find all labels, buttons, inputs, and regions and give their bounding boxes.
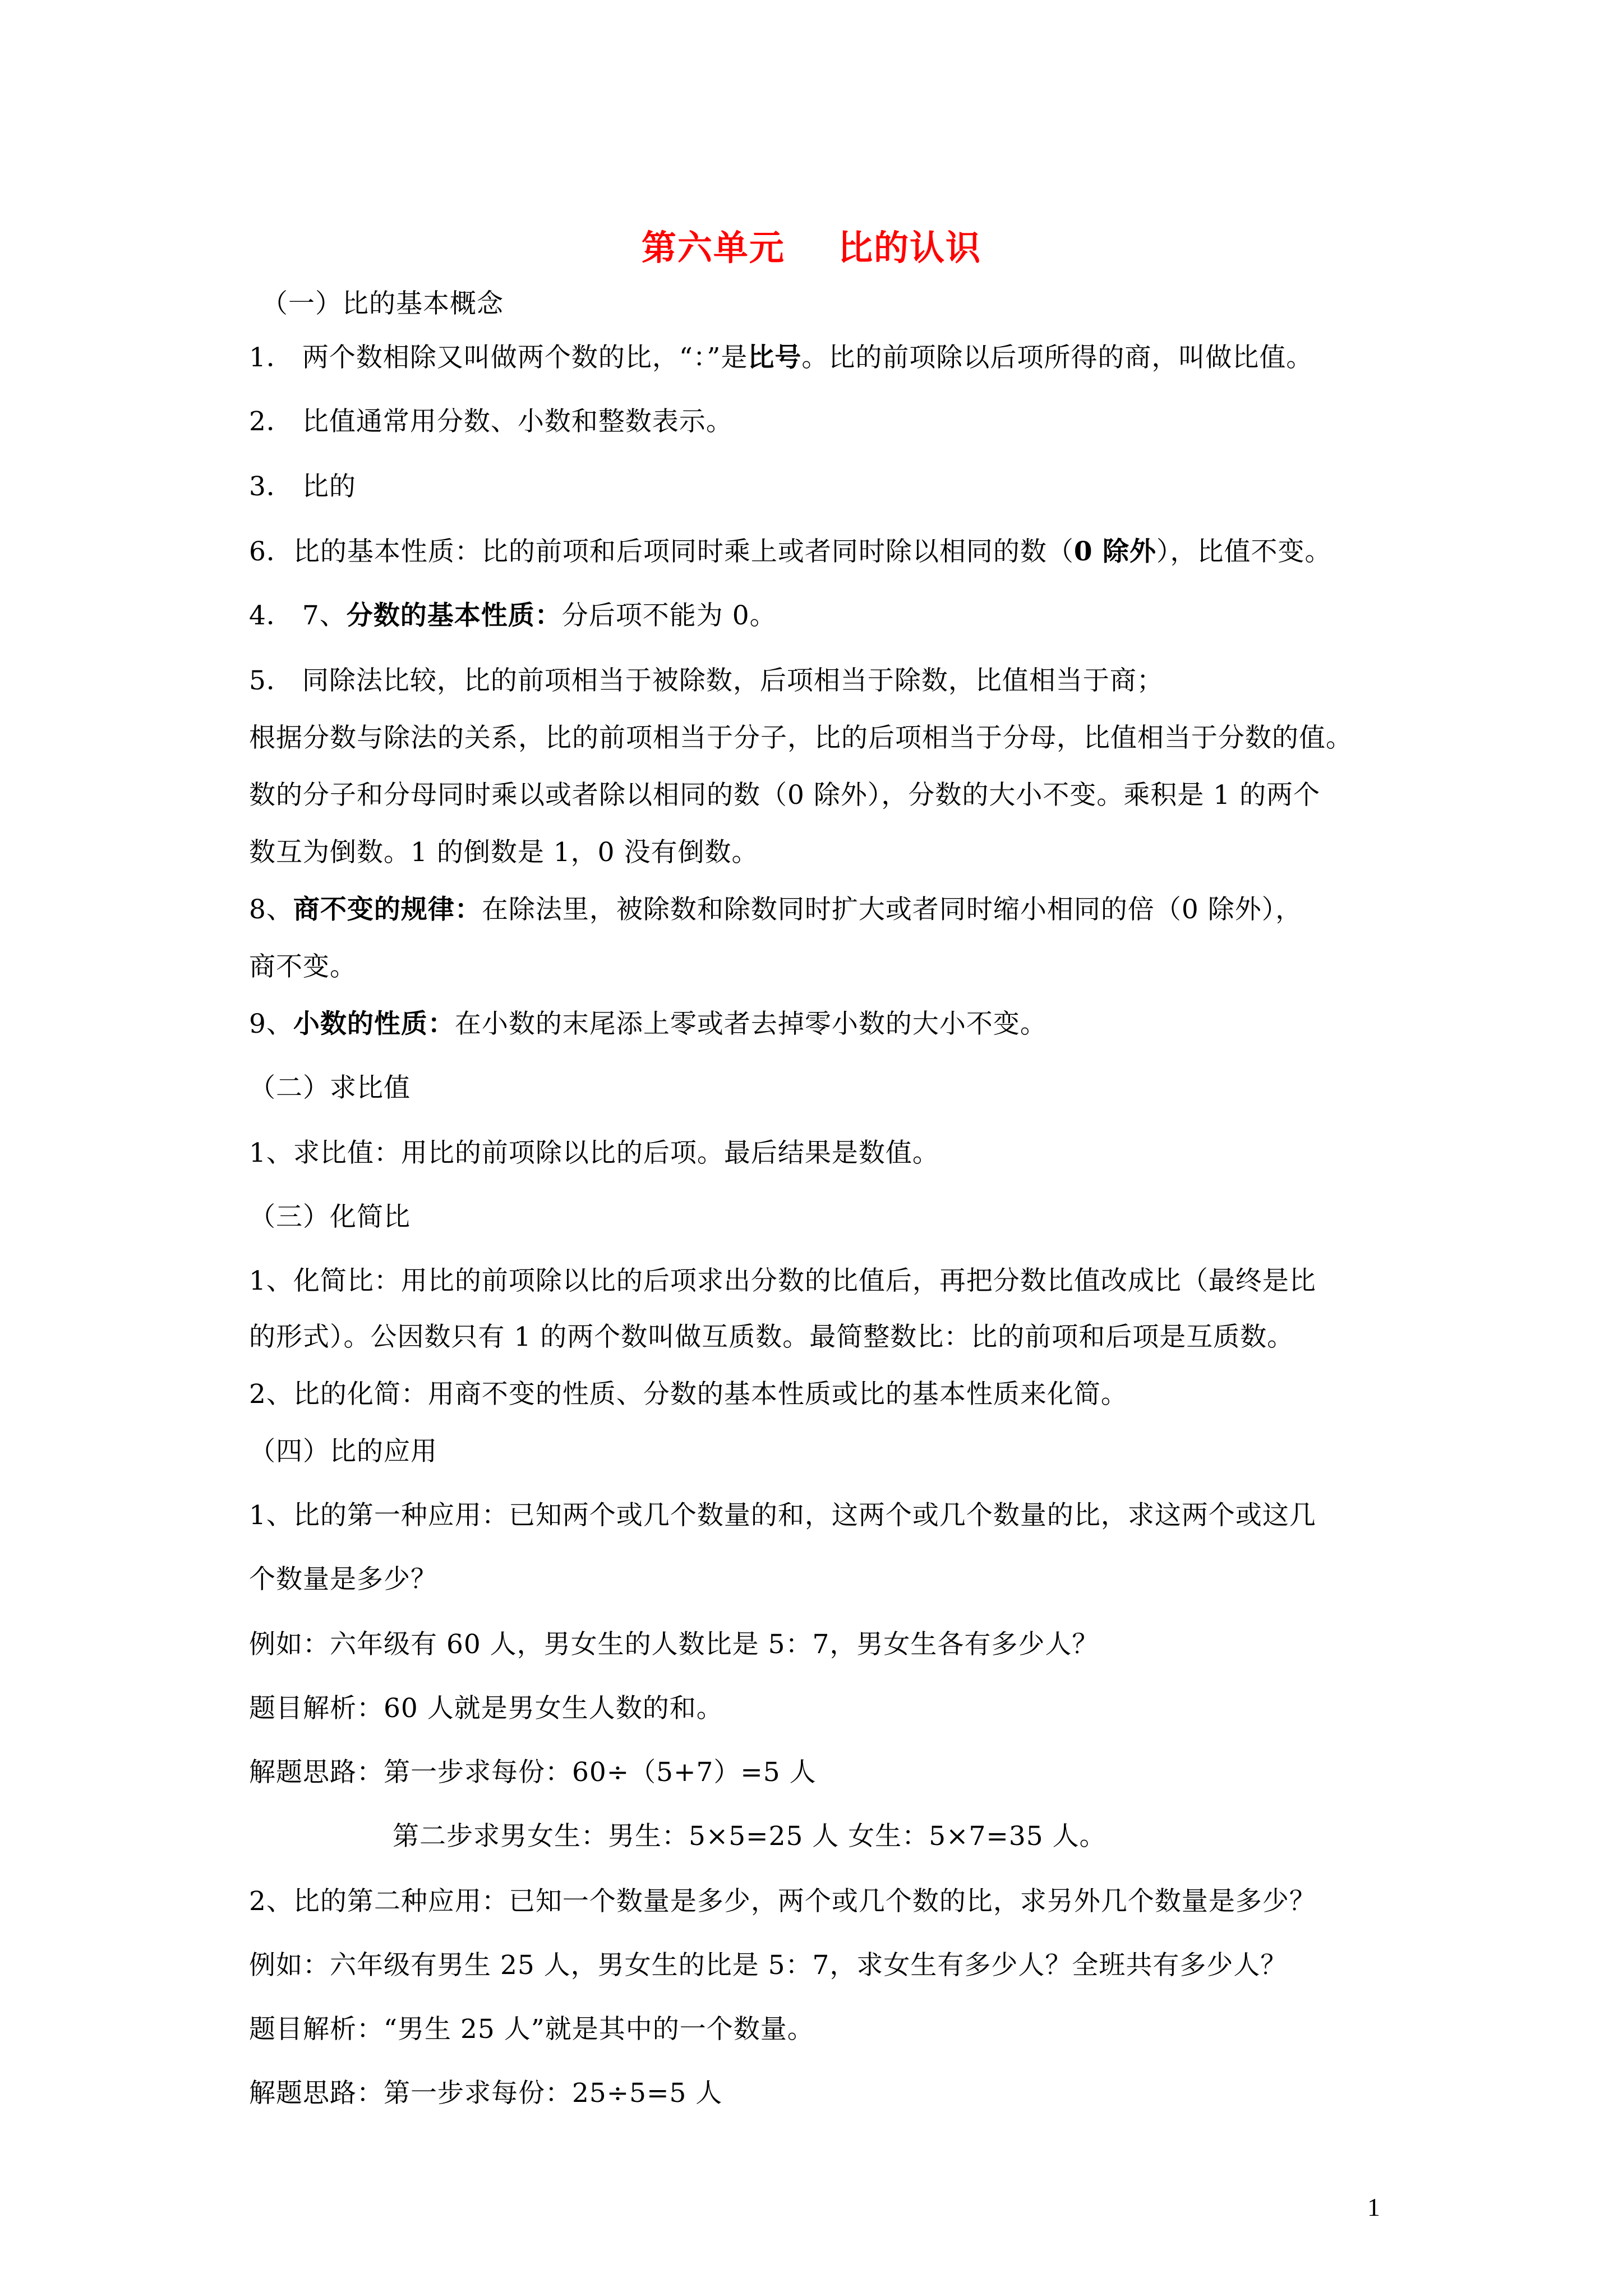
application-1-example: 例如：六年级有 60 人，男女生的人数比是 5：7，男女生各有多少人？ (249, 1629, 1099, 1660)
application-1-analysis: 题目解析：60 人就是男女生人数的和。 (249, 1693, 723, 1724)
ratio-value-item-1: 1、求比值：用比的前项除以比的后项。最后结果是数值。 (249, 1138, 939, 1168)
simplify-item-2: 2、比的化简：用商不变的性质、分数的基本性质或比的基本性质来化简。 (249, 1379, 1128, 1410)
application-item-2: 2、比的第二种应用：已知一个数量是多少，两个或几个数的比，求另外几个数量是多少？ (249, 1886, 1316, 1917)
paragraph-5-line-4: 数互为倒数。1 的倒数是 1，0 没有倒数。 (249, 837, 759, 868)
paragraph-9 (249, 1007, 1047, 1041)
application-2-example: 例如：六年级有男生 25 人，男女生的比是 5：7，求女生有多少人？全班共有多少人？ (249, 1950, 1288, 1981)
simplify-item-1-line-2: 的形式）。公因数只有 1 的两个数叫做互质数。最简整数比：比的前项和后项是互质数。 (249, 1322, 1294, 1352)
application-item-1: 1、比的第一种应用：已知两个或几个数量的和，这两个或几个数量的比，求这两个或这几 (249, 1500, 1316, 1531)
paragraph-4-text-a: 4． 7、 (249, 600, 347, 631)
paragraph-8-text-c: 在除法里，被除数和除数同时扩大或者同时缩小相同的倍（0 除外）， (481, 894, 1303, 925)
paragraph-1 (249, 341, 1313, 375)
paragraph-9-text-c: 在小数的末尾添上零或者去掉零小数的大小不变。 (454, 1009, 1047, 1039)
paragraph-6 (249, 535, 1331, 569)
paragraph-2: 2． 比值通常用分数、小数和整数表示。 (249, 406, 733, 437)
section-heading-3: （三）化简比 (249, 1202, 411, 1232)
paragraph-1-bold: 比号 (748, 342, 802, 373)
paragraph-4-bold: 分数的基本性质： (346, 600, 562, 631)
paragraph-9-text-a: 9、 (249, 1009, 293, 1039)
paragraph-6-text-c: ），比值不变。 (1156, 536, 1332, 567)
paragraph-9-bold: 小数的性质： (293, 1009, 455, 1039)
paragraph-8-text-a: 8、 (249, 894, 293, 925)
application-2-step-1: 解题思路：第一步求每份：25÷5=5 人 (249, 2078, 723, 2109)
paragraph-4-text-c: 分后项不能为 0。 (561, 600, 777, 631)
paragraph-1-text-a: 1． 两个数相除又叫做两个数的比，“：”是 (249, 342, 748, 373)
paragraph-8-bold: 商不变的规律： (293, 894, 482, 925)
application-1-step-1: 解题思路：第一步求每份：60÷（5+7）=5 人 (249, 1757, 817, 1788)
application-1-step-2: 第二步求男女生：男生：5×5=25 人 女生：5×7=35 人。 (393, 1821, 1106, 1852)
paragraph-6-text-a: 6．比的基本性质：比的前项和后项同时乘上或者同时除以相同的数（ (249, 536, 1074, 567)
paragraph-5-line-2: 根据分数与除法的关系，比的前项相当于分子，比的后项相当于分母，比值相当于分数的值。 (249, 723, 1353, 753)
paragraph-5-line-3: 数的分子和分母同时乘以或者除以相同的数（0 除外），分数的大小不变。乘积是 1 的两个 (249, 780, 1321, 811)
application-item-1-line-2: 个数量是多少？ (249, 1564, 437, 1595)
paragraph-6-bold: 0 除外 (1073, 536, 1156, 567)
paragraph-3: 3． 比的 (249, 471, 356, 502)
paragraph-5: 5． 同除法比较，比的前项相当于被除数，后项相当于除数，比值相当于商； (249, 665, 1164, 696)
paragraph-1-text-c: 。比的前项除以后项所得的商，叫做比值。 (801, 342, 1313, 373)
paragraph-8-line-2: 商不变。 (249, 951, 357, 982)
paragraph-4 (249, 599, 777, 633)
section-heading-4: （四）比的应用 (249, 1436, 437, 1467)
section-heading-2: （二）求比值 (249, 1073, 411, 1103)
paragraph-8 (249, 893, 1302, 927)
section-heading-1: （一）比的基本概念 (261, 288, 504, 319)
document-title: 第六单元 比的认识 (641, 227, 982, 268)
page-number: 1 (1367, 2193, 1380, 2221)
simplify-item-1: 1、化简比：用比的前项除以比的后项求出分数的比值后，再把分数比值改成比（最终是比 (249, 1266, 1316, 1296)
application-2-analysis: 题目解析：“男生 25 人”就是其中的一个数量。 (249, 2014, 814, 2045)
